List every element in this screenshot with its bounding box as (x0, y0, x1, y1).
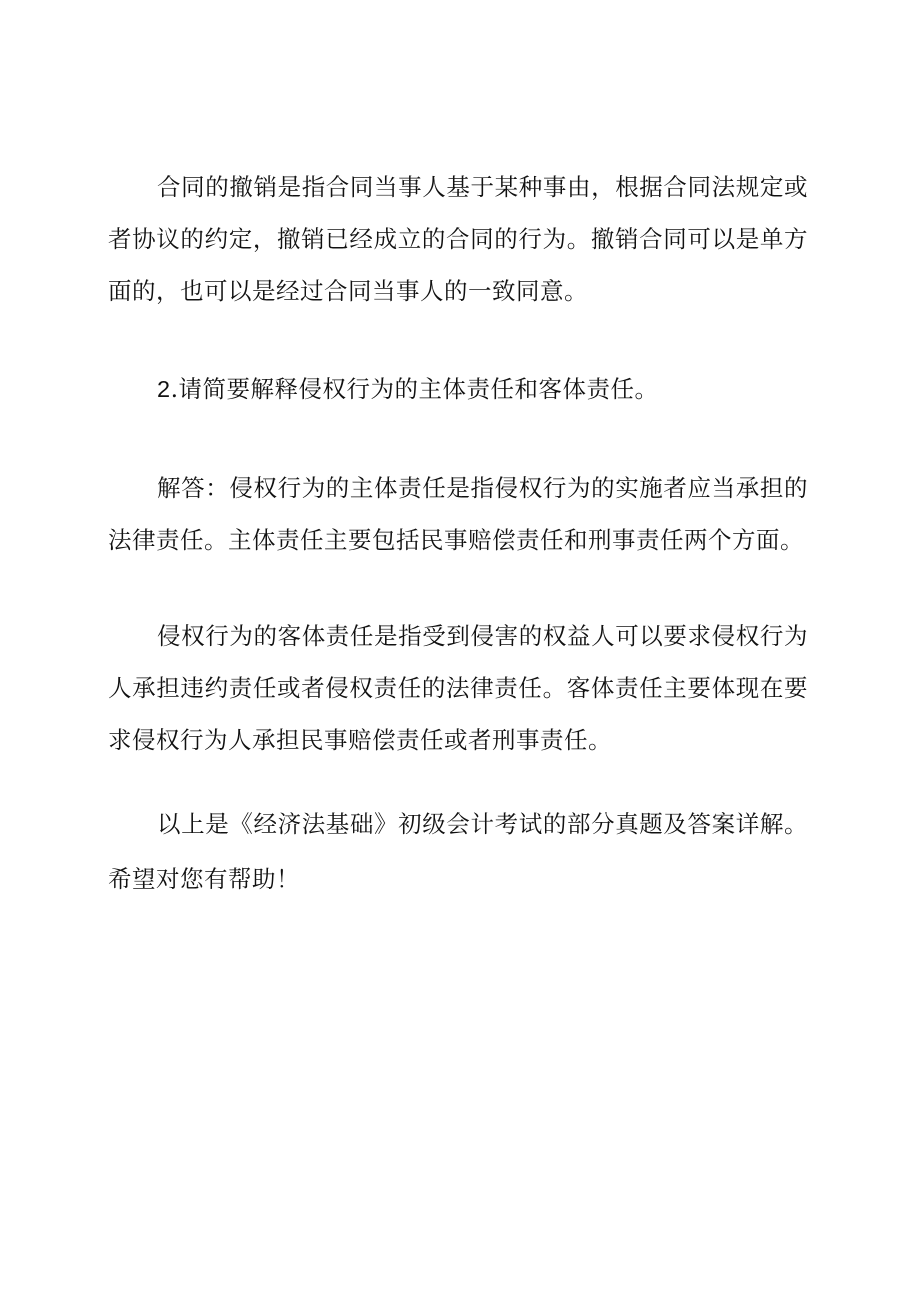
question-text: .请简要解释侵权行为的主体责任和客体责任。 (170, 375, 659, 403)
question-2-heading (108, 363, 808, 415)
paragraph-contract-revocation: 合同的撤销是指合同当事人基于某种事由，根据合同法规定或者协议的约定，撤销已经成立的合同的行为。撤销合同可以是单方面的，也可以是经过合同当事人的一致同意。 (108, 173, 808, 305)
paragraph-object-liability: 侵权行为的客体责任是指受到侵害的权益人可以要求侵权行为人承担违约责任或者侵权责任的法律责任。客体责任主要体现在要求侵权行为人承担民事赔偿责任或者刑事责任。 (108, 622, 808, 754)
paragraph-closing: 以上是《经济法基础》初级会计考试的部分真题及答案详解。希望对您有帮助！ (108, 810, 808, 893)
question-number: 2 (157, 376, 171, 402)
paragraph-answer-subject-liability: 解答：侵权行为的主体责任是指侵权行为的实施者应当承担的法律责任。主体责任主要包括民事赔偿责任和刑事责任两个方面。 (108, 474, 808, 554)
